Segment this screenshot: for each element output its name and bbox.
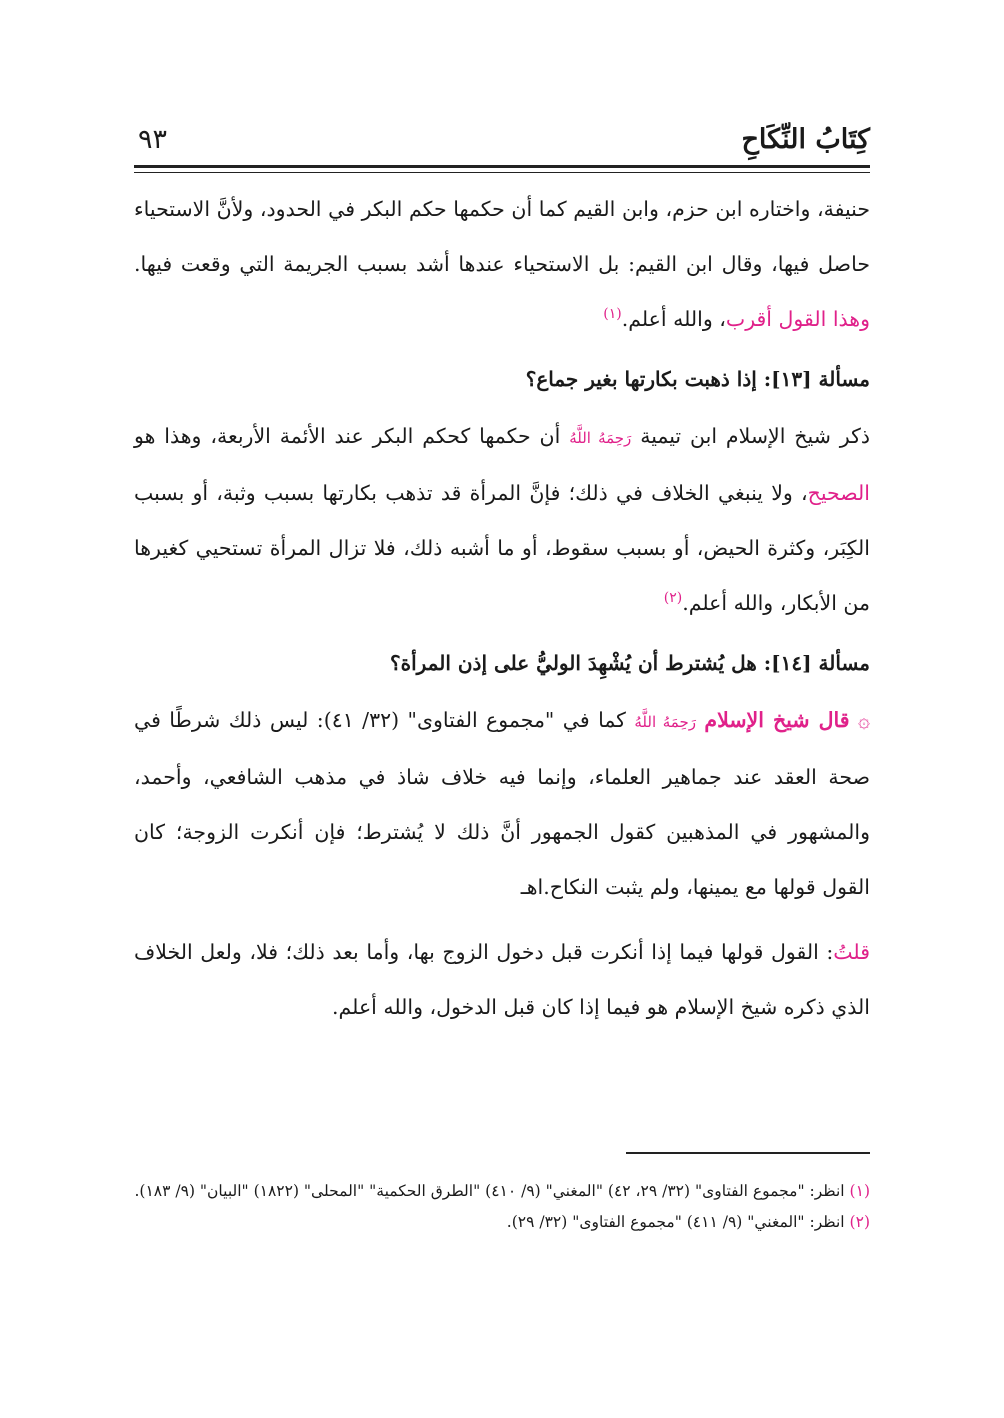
honorific-2: رَحِمَهُ اللَّهُ (634, 713, 696, 731)
ornament-bullet-icon: ۞ (857, 708, 870, 732)
issue-14-heading (134, 645, 870, 681)
issue-13-label: مسألة [١٣]: (763, 367, 870, 391)
paragraph-3-speaker: قال شيخ الإسلام (704, 708, 850, 732)
honorific-1: رَحِمَهُ اللَّهُ (569, 429, 632, 447)
paragraph-2-highlight: الصحيح (807, 481, 870, 505)
paragraph-2-part1: ذكر شيخ الإسلام ابن تيمية (640, 424, 870, 448)
footnote-2-text: انظر: "المغني" (٩/ ٤١١) "مجموع الفتاوى" (٣٢/ ٢٩). (506, 1213, 845, 1231)
footnotes (134, 1176, 870, 1238)
chapter-title: كِتَابُ النِّكَاحِ (741, 124, 870, 155)
page-number: ٩٣ (138, 124, 168, 155)
paragraph-2-part3: ، ولا ينبغي الخلاف في ذلك؛ فإنَّ المرأة قد تذهب بكارتها بسبب وثبة، أو بسبب الكِبَر، وكثرة الحيض، أو بسبب سقوط، أو ما أشبه ذلك، فلا تزال المرأة تستحيي كغيرها من الأبكار، والله أعلم. (134, 481, 870, 615)
issue-14-question: هل يُشترط أن يُشْهِدَ الوليُّ على إذن المرأة؟ (390, 651, 757, 675)
paragraph-1-text: حنيفة، واختاره ابن حزم، وابن القيم كما أن حكمها حكم البكر في الحدود، ولأنَّ الاستحياء حاصل فيها، وقال ابن القيم: بل الاستحياء عندها أشد بسبب الجريمة التي وقعت فيها. (134, 197, 870, 276)
spacer (134, 915, 870, 925)
footnote-1 (134, 1176, 870, 1207)
paragraph-1-highlight: وهذا القول أقرب (725, 307, 870, 331)
paragraph-4-text: : القول قولها فيما إذا أنكرت قبل دخول الزوج بها، وأما بعد ذلك؛ فلا، ولعل الخلاف الذي ذكره شيخ الإسلام هو فيما إذا كان قبل الدخول، والله أعلم. (134, 940, 870, 1019)
header-rule-thin (134, 172, 870, 173)
header-rule-thick (134, 165, 870, 168)
footnote-1-text: انظر: "مجموع الفتاوى" (٣٢/ ٢٩، ٤٢) "المغني" (٩/ ٤١٠) "الطرق الحكمية" "المحلى" (١٨٢٢) "البيان" (٩/ ١٨٣). (134, 1182, 845, 1200)
paragraph-2-part2: أن حكمها كحكم البكر عند الأئمة الأربعة، وهذا هو (134, 424, 561, 448)
footnote-2 (134, 1207, 870, 1238)
paragraph-4-lead: قلتُ (833, 940, 870, 964)
paragraph-3-text: كما في "مجموع الفتاوى" (٣٢/ ٤١): ليس ذلك شرطًا في صحة العقد عند جماهير العلماء، وإنما فيه خلاف شاذ في مذهب الشافعي، وأحمد، والمشهور في المذهبين كقول الجمهور أنَّ ذلك لا يُشترط؛ فإن أنكرت الزوجة؛ كان القول قولها مع يمينها، ولم يثبت النكاح.اهـ (134, 708, 870, 899)
footnote-ref-1[interactable]: (١) (603, 306, 622, 323)
book-page (134, 0, 870, 1418)
running-header (134, 118, 870, 162)
issue-13-question: إذا ذهبت بكارتها بغير جماع؟ (525, 367, 757, 391)
page-body (134, 182, 870, 1035)
issue-14-label: مسألة [١٤]: (763, 651, 870, 675)
footnote-1-number: (١) (849, 1182, 870, 1200)
issue-13-heading (134, 361, 870, 397)
paragraph-4 (134, 925, 870, 1035)
paragraph-1 (134, 182, 870, 347)
footnote-ref-2[interactable]: (٢) (663, 590, 683, 607)
footnote-separator (626, 1152, 870, 1154)
footnote-2-number: (٢) (849, 1213, 870, 1231)
paragraph-3 (134, 693, 870, 915)
paragraph-2 (134, 409, 870, 631)
paragraph-1-tail: ، والله أعلم. (621, 307, 726, 331)
